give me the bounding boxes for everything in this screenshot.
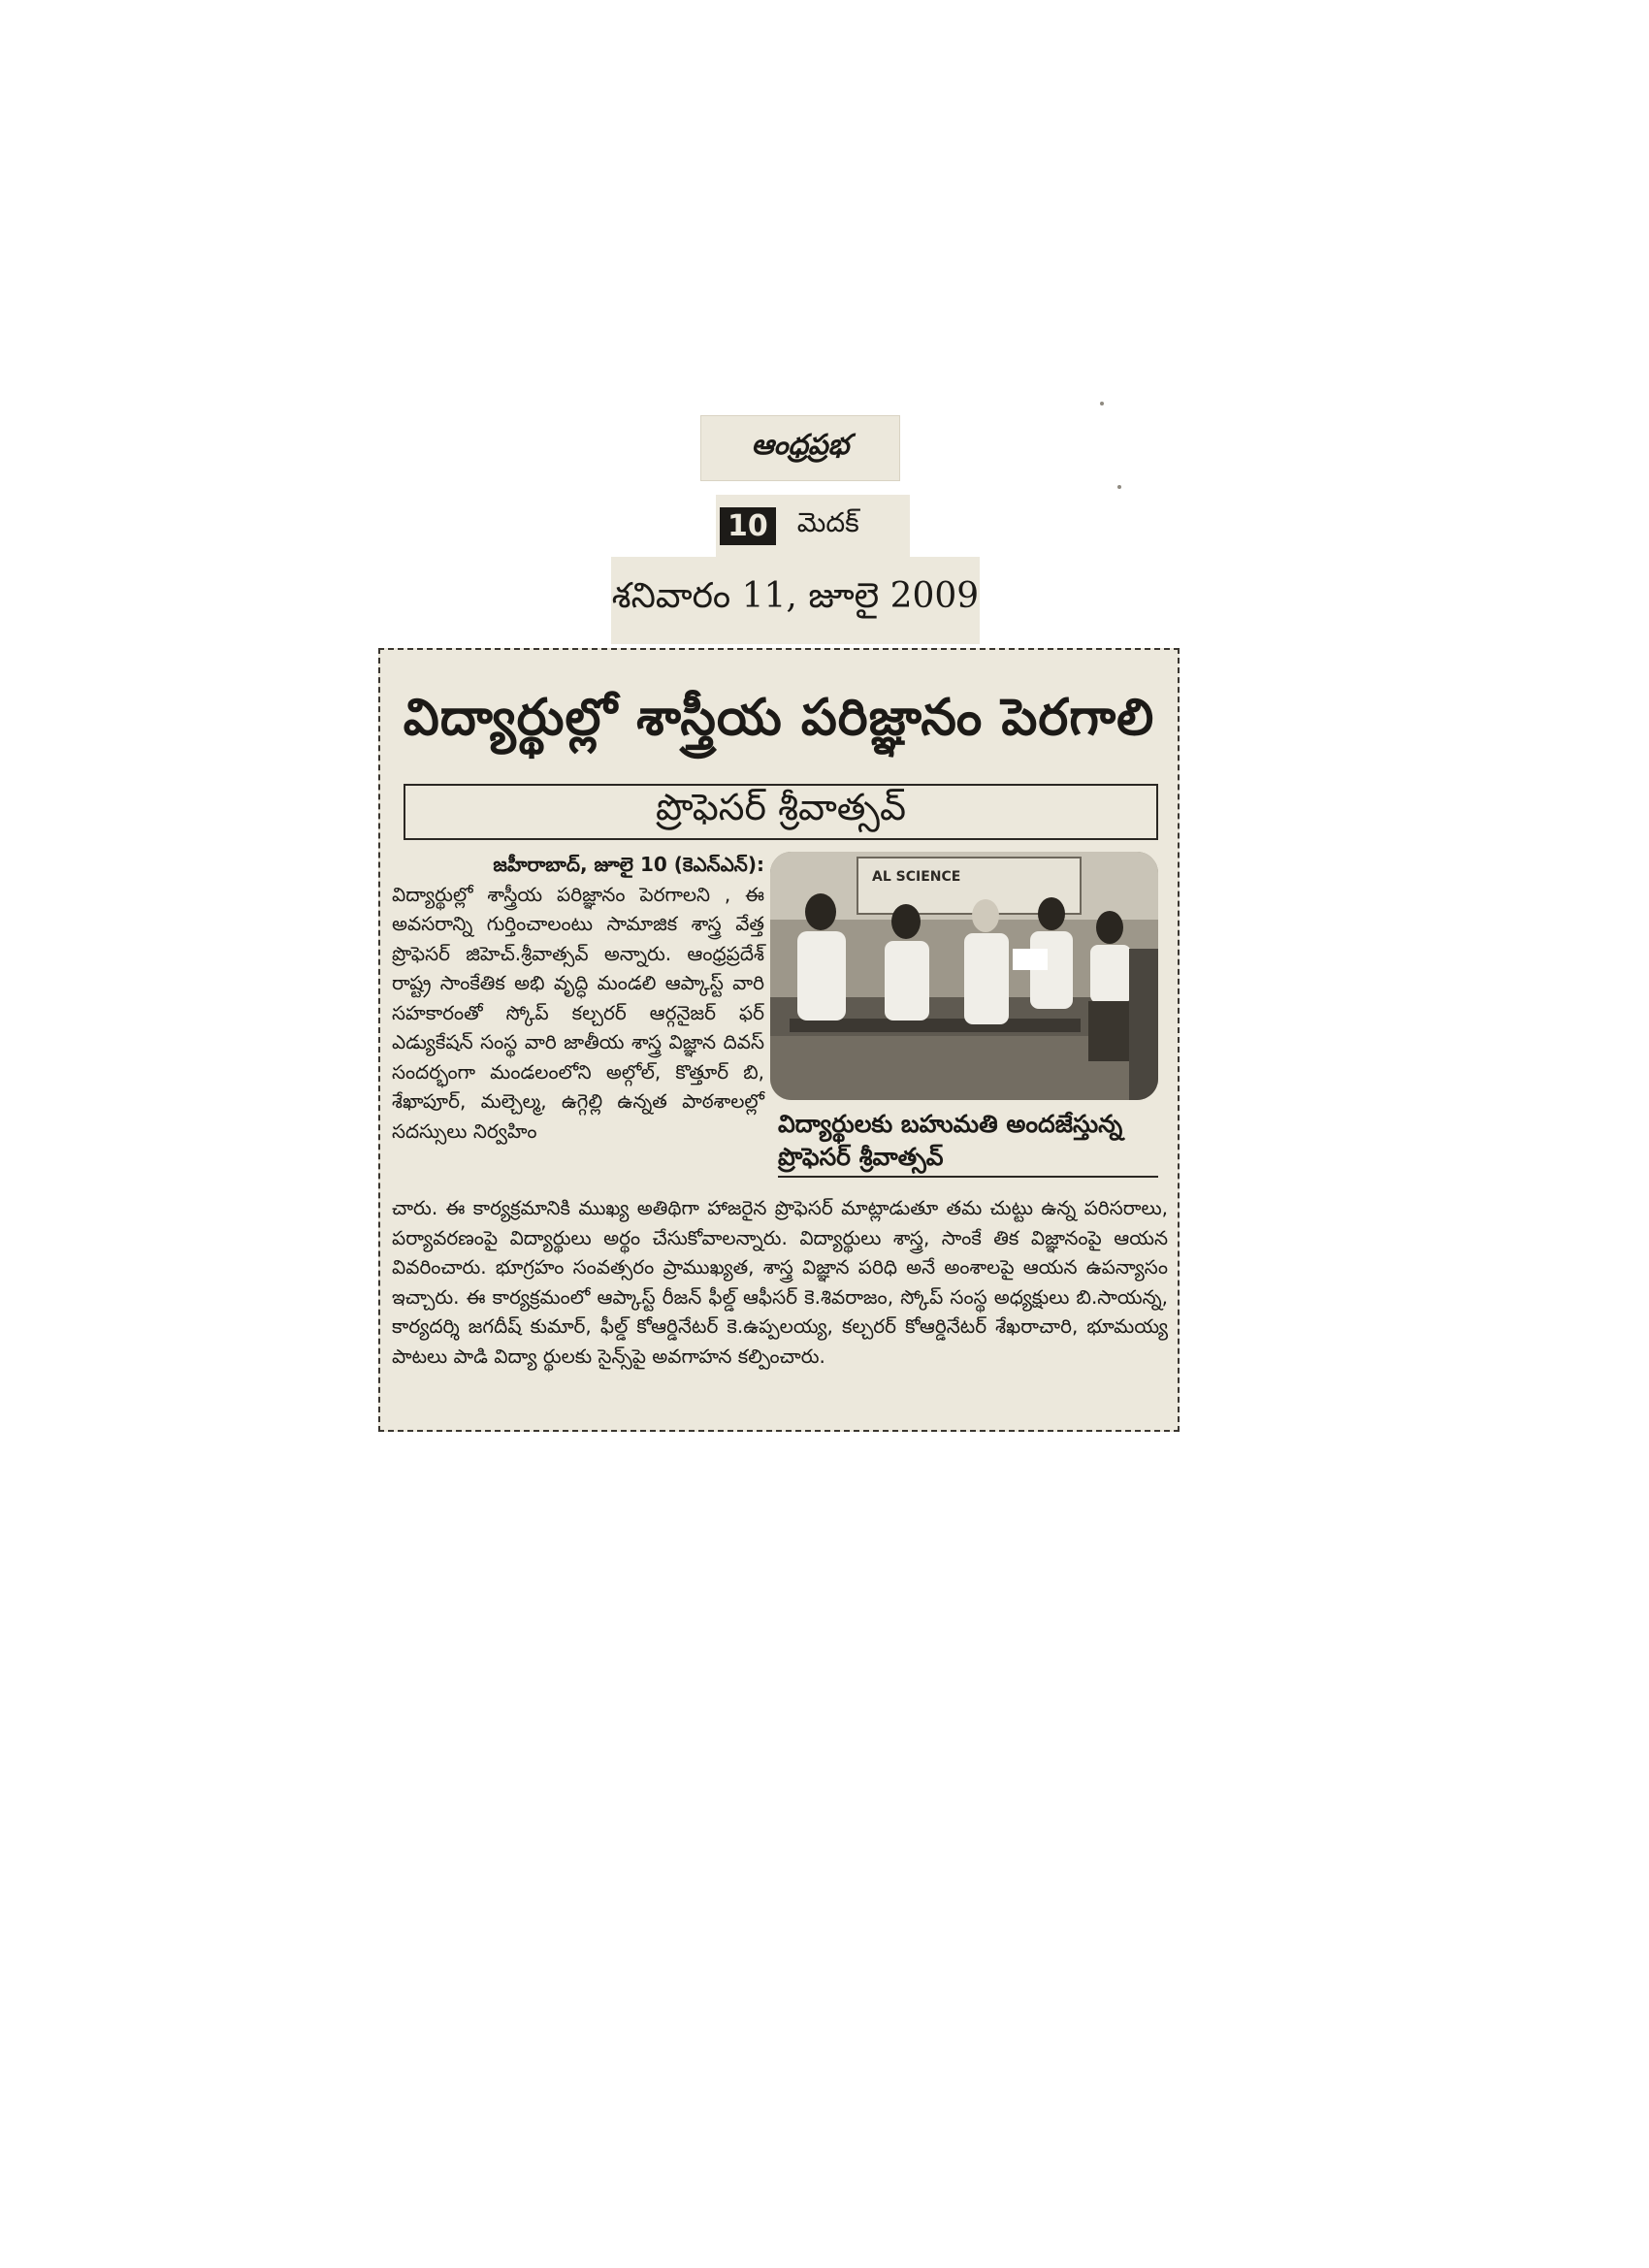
caption-underline <box>778 1176 1158 1178</box>
page-edition-clip <box>716 495 910 557</box>
article-body-column <box>392 850 764 1146</box>
news-photo-image <box>770 852 1158 1100</box>
photo-caption-line1: విద్యార్థులకు బహుమతి అందజేస్తున్న <box>778 1110 1123 1138</box>
news-photo <box>770 852 1158 1100</box>
subhead: ప్రొఫెసర్ శ్రీవాత్సవ్ <box>655 786 907 828</box>
date-clip <box>611 557 980 644</box>
paper-speck <box>1117 485 1121 489</box>
photo-banner-text: AL SCIENCE <box>872 869 961 885</box>
photo-caption-line2: ప్రొఫెసర్ శ్రీవాత్సవ్ <box>778 1143 944 1171</box>
headline: విద్యార్థుల్లో శాస్త్రీయ పరిజ్ఞానం పెరగాలి <box>403 689 1155 747</box>
edition-name: మెదక్ <box>796 506 859 538</box>
article-dateline: జహీరాబాద్, జూలై 10 (కెఎన్ఎన్): <box>493 853 764 876</box>
paper-speck <box>1100 402 1104 405</box>
subhead-box <box>404 784 1158 840</box>
article-body-column-text: విద్యార్థుల్లో శాస్త్రీయ పరిజ్ఞానం పెరగాలని , ఈ అవసరాన్ని గుర్తించాలంటు సామాజిక శాస్త్ర వేత్త ప్రొఫెసర్ జిహెచ్.శ్రీవాత్సవ్ అన్నారు. ఆంధ్రప్రదేశ్ రాష్ట్ర సాంకేతిక అభి వృద్ధి మండలి ఆప్కాస్ట్ వారి సహకారంతో స్కోప్ కల్చరర్ ఆర్గనైజర్ ఫర్ ఎడ్యుకేషన్ సంస్థ వారి జాతీయ శాస్త్ర విజ్ఞాన దివస్ సందర్భంగా మండలంలోని అల్గోల్, కొత్తూర్ బి, శేఖాపూర్, మల్చెల్మ, ఉగ్గెల్లి ఉన్నత పాఠశాలల్లో సదస్సులు నిర్వహిం <box>392 882 764 1143</box>
article-clip <box>378 648 1180 1432</box>
masthead-clip <box>700 415 900 481</box>
publication-date: శనివారం 11, జూలై 2009 <box>611 576 980 616</box>
photo-caption <box>778 1108 1162 1174</box>
masthead-title: ఆంధ్రప్రభ <box>751 428 850 461</box>
article-body-full-width: చారు. ఈ కార్యక్రమానికి ముఖ్య అతిథిగా హాజరైన ప్రొఫెసర్ మాట్లాడుతూ తమ చుట్టు ఉన్న పరిసరాలు, పర్యావరణంపై విద్యార్థులు అర్థం చేసుకోవాలన్నారు. విద్యార్థులు శాస్త్ర, సాంకే తిక విజ్ఞానంపై ఆయన వివరించారు. భూగ్రహం సంవత్సరం ప్రాముఖ్యత, శాస్త్ర విజ్ఞాన పరిధి అనే అంశాలపై ఆయన ఉపన్యాసం ఇచ్చారు. ఈ కార్యక్రమంలో ఆప్కాస్ట్ రీజన్ ఫీల్డ్ ఆఫీసర్ కె.శివరాజం, స్కోప్ సంస్థ అధ్యక్షులు బి.సాయన్న, కార్యదర్శి జగదీష్ కుమార్, ఫీల్డ్ కోఆర్డినేటర్ కె.ఉప్పలయ్య, కల్చరర్ కోఆర్డినేటర్ శేఖరాచారి, భూమయ్య పాటలు పాడి విద్యా ర్థులకు సైన్స్‌పై అవగాహన కల్పించారు. <box>392 1196 1168 1368</box>
page-number: 10 <box>720 507 776 545</box>
